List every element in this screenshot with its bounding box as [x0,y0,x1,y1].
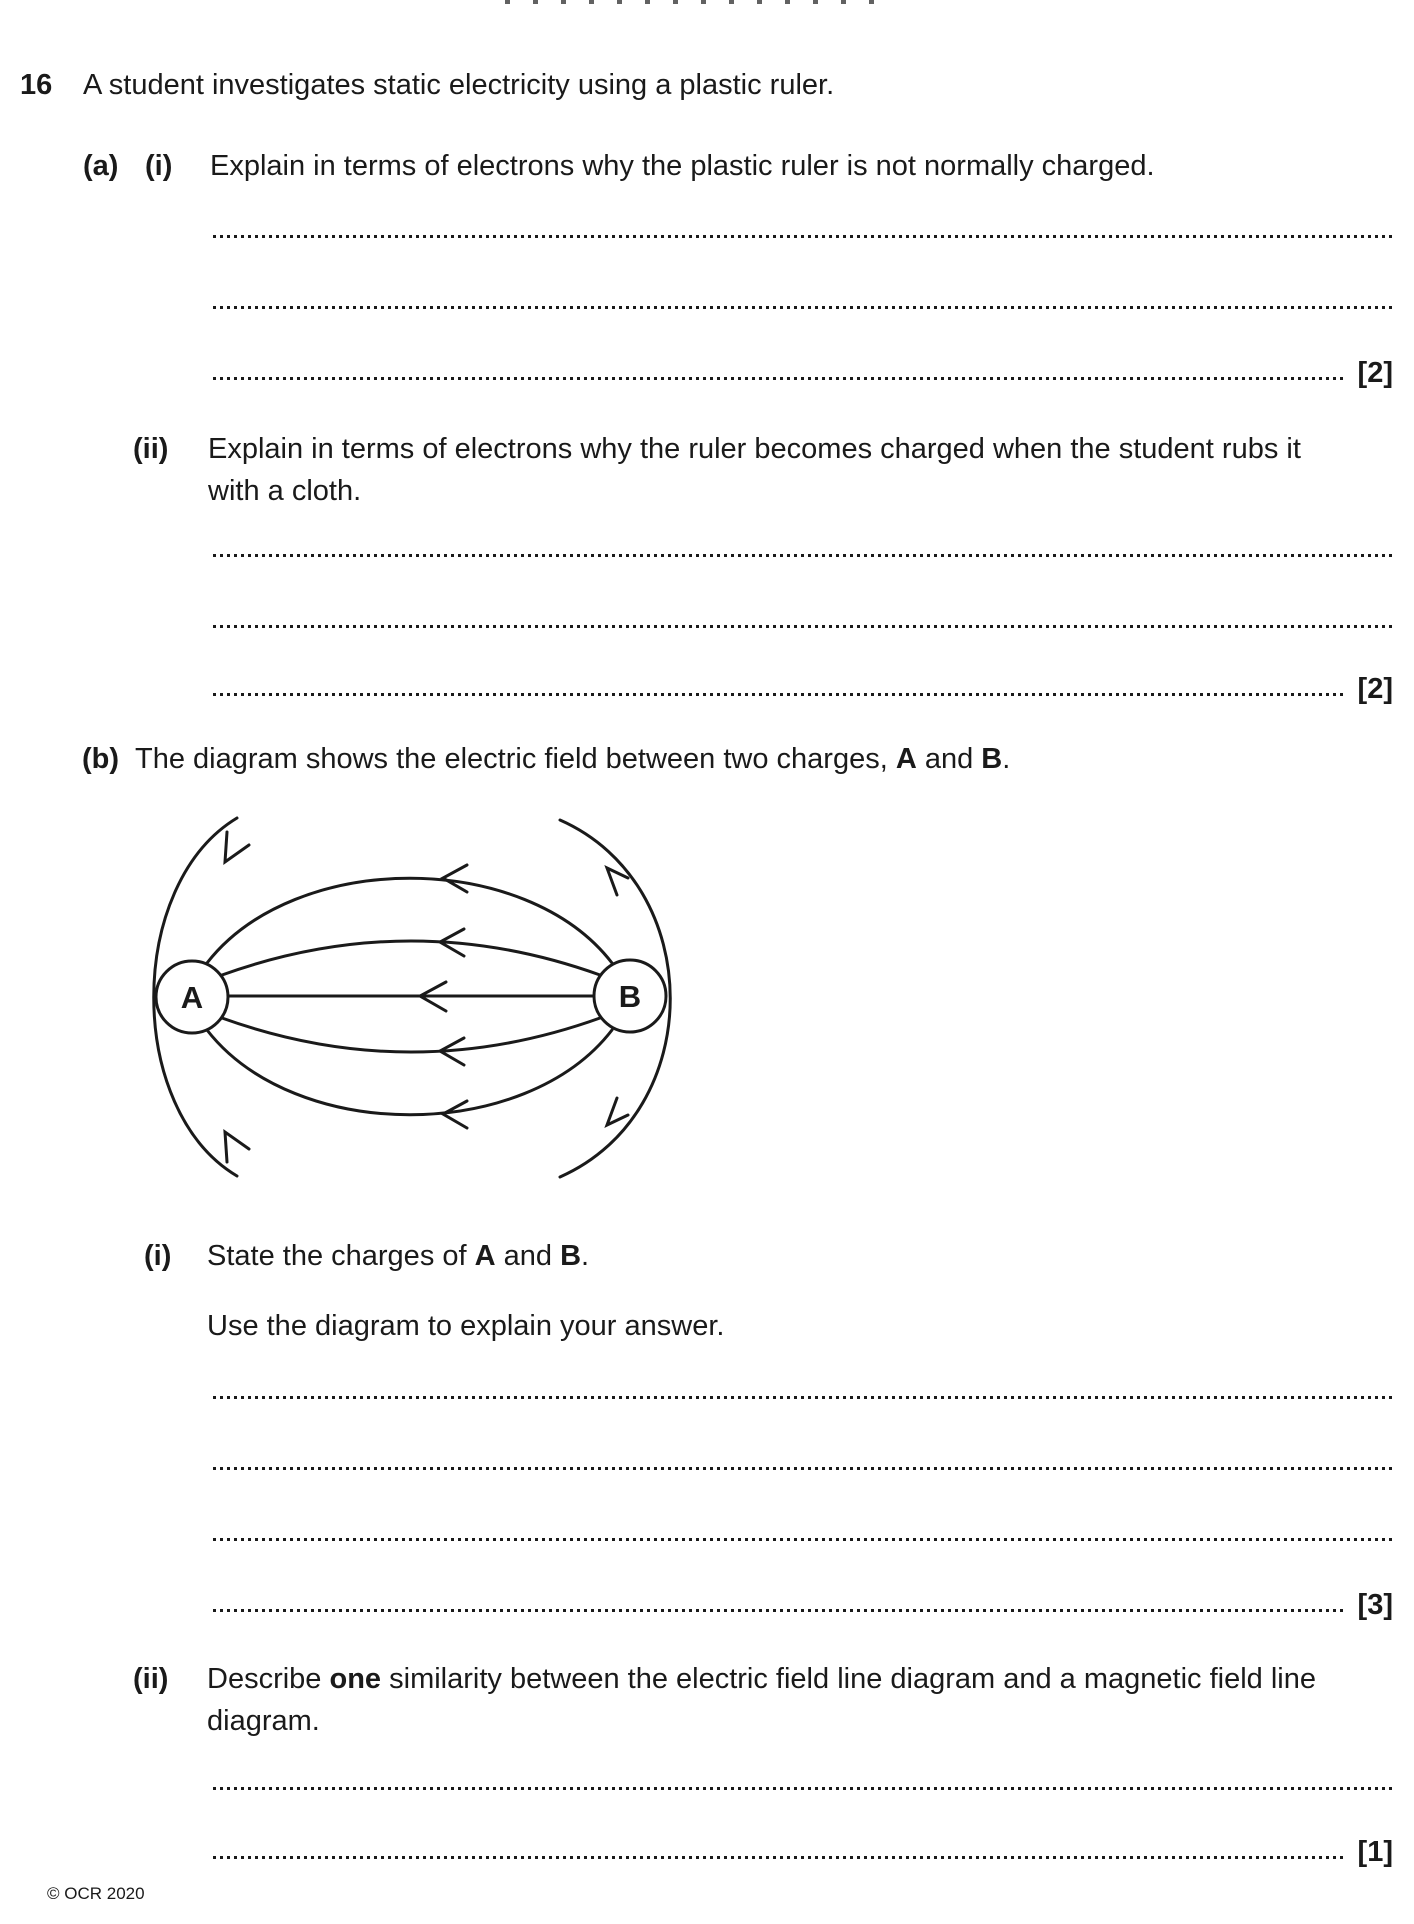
answer-line[interactable] [213,1856,1343,1859]
answer-line[interactable] [213,693,1343,696]
answer-line[interactable] [213,1396,1393,1399]
electric-field-diagram [120,800,720,1200]
copyright-footer: © OCR 2020 [47,1884,145,1903]
charge-b-label: B [618,979,642,1014]
marks-badge: [2] [1357,357,1393,389]
part-a-ii-prompt-line2: with a cloth. [208,475,362,507]
answer-line[interactable] [213,554,1393,557]
marks-badge: [2] [1357,673,1393,705]
part-b-label: (b) [82,743,120,775]
arrowhead [607,1098,628,1125]
field-line-lower-outer [207,1030,612,1115]
answer-line[interactable] [213,1787,1393,1790]
answer-line[interactable] [213,306,1393,309]
part-b-ii-label: (ii) [133,1663,169,1695]
part-b-ii-prompt-line2: diagram. [207,1705,320,1737]
answer-line[interactable] [213,377,1343,380]
part-a-i-label: (i) [145,150,173,182]
marks-badge: [1] [1357,1836,1393,1868]
arrowhead [225,1132,249,1162]
arrowhead [607,868,628,895]
answer-line[interactable] [213,625,1393,628]
charge-a-label: A [180,980,204,1015]
arrowhead [443,865,467,892]
question-intro: A student investigates static electricity using a plastic ruler. [83,69,835,101]
part-a-label: (a) [83,150,119,182]
field-line-upper-outer [207,878,612,963]
part-b-intro: The diagram shows the electric field between two charges, A and B. [135,743,1011,775]
part-a-ii-label: (ii) [133,433,169,465]
page-header-remnant [505,0,895,4]
answer-line[interactable] [213,235,1393,238]
part-a-ii-prompt-line1: Explain in terms of electrons why the ruler becomes charged when the student rubs it [208,433,1301,465]
part-b-i-prompt: State the charges of A and B. [207,1240,590,1272]
field-line-lower-inner [222,1018,600,1052]
question-number: 16 [20,69,53,101]
arrowhead [443,1101,467,1128]
field-line-upper-inner [222,941,600,975]
part-b-i-label: (i) [144,1240,172,1272]
marks-badge: [3] [1357,1589,1393,1621]
answer-line[interactable] [213,1609,1343,1612]
answer-line[interactable] [213,1538,1393,1541]
arrowhead [225,832,249,862]
part-a-i-prompt: Explain in terms of electrons why the plastic ruler is not normally charged. [210,150,1155,182]
answer-line[interactable] [213,1467,1393,1470]
part-b-i-prompt2: Use the diagram to explain your answer. [207,1310,725,1342]
part-b-ii-prompt-line1: Describe one similarity between the electric field line diagram and a magnetic field line [207,1663,1316,1695]
